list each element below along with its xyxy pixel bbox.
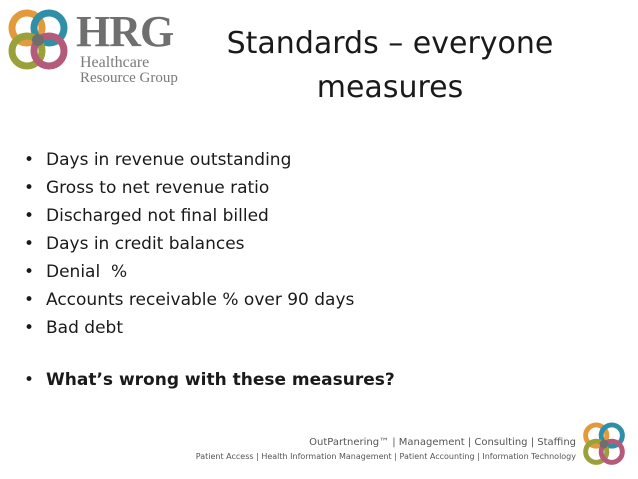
bullet-dot-icon: • xyxy=(24,206,35,226)
logo-line-resource-group: Resource Group xyxy=(80,70,178,86)
bullet-item xyxy=(22,174,354,202)
logo-wordmark: HRG xyxy=(76,7,174,56)
bullet-text: Gross to net revenue ratio xyxy=(46,178,270,198)
hrg-rings-footer-icon xyxy=(580,420,628,468)
hrg-rings-icon xyxy=(4,6,72,74)
bullet-list xyxy=(22,146,354,342)
bullet-text: Days in revenue outstanding xyxy=(46,150,292,170)
footer-services: OutPartnering™ | Management | Consulting | Staffing xyxy=(309,437,576,448)
hrg-logo xyxy=(4,4,184,88)
question-bullet xyxy=(22,366,395,394)
bullet-item xyxy=(22,286,354,314)
logo-line-healthcare: Healthcare xyxy=(80,54,150,71)
bullet-text: Days in credit balances xyxy=(46,234,245,254)
bullet-dot-icon: • xyxy=(24,150,35,170)
bullet-item xyxy=(22,230,354,258)
title-line-1: Standards – everyone xyxy=(226,26,554,61)
slide-title xyxy=(190,22,590,110)
footer xyxy=(196,436,576,464)
bullet-dot-icon: • xyxy=(24,262,35,282)
bullet-text: Bad debt xyxy=(46,318,123,338)
bullet-item xyxy=(22,258,354,286)
bullet-dot-icon: • xyxy=(24,234,35,254)
bullet-text: Discharged not final billed xyxy=(46,206,269,226)
footer-practice-areas: Patient Access | Health Information Management | Patient Accounting | Information Technology xyxy=(195,452,576,461)
bullet-text: Denial % xyxy=(46,262,128,282)
question-text: What’s wrong with these measures? xyxy=(46,370,395,390)
title-line-2: measures xyxy=(316,70,464,105)
bullet-text: Accounts receivable % over 90 days xyxy=(46,290,355,310)
bullet-dot-icon: • xyxy=(24,370,35,390)
bullet-item xyxy=(22,314,354,342)
bullet-item xyxy=(22,146,354,174)
bullet-dot-icon: • xyxy=(24,290,35,310)
bullet-dot-icon: • xyxy=(24,318,35,338)
bullet-dot-icon: • xyxy=(24,178,35,198)
bullet-item xyxy=(22,202,354,230)
